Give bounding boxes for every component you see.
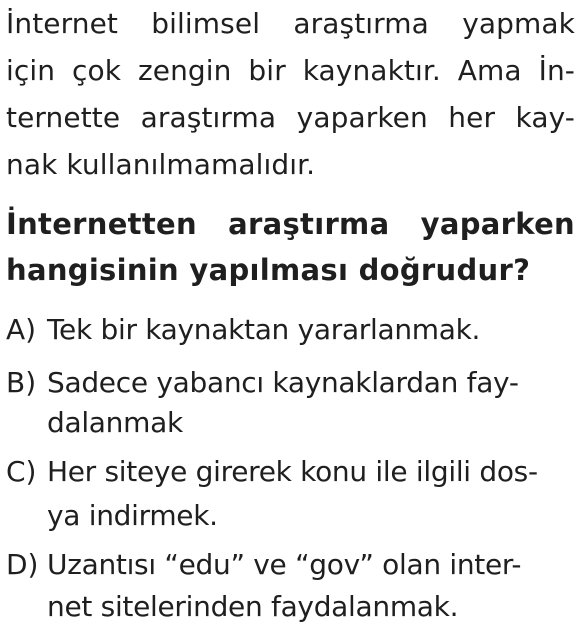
option-letter: B) xyxy=(6,366,37,399)
option-letter: A) xyxy=(6,313,37,346)
option-text: dalanmak xyxy=(47,406,183,439)
passage-line: nak kullanılmamalıdır. xyxy=(6,148,316,181)
option-text: Sadece yabancı kaynaklardan fay- xyxy=(47,366,519,399)
passage-line: İnternet bilimsel araştırma yapmak xyxy=(6,7,575,40)
option-text: ya indirmek. xyxy=(47,499,218,532)
option-text: Her siteye girerek konu ile ilgili dos- xyxy=(47,455,538,488)
question-line: hangisinin yapılması doğrudur? xyxy=(6,253,531,287)
option-letter: D) xyxy=(6,548,39,581)
question-line: İnternetten araştırma yaparken xyxy=(6,207,575,241)
passage-line: ternette araştırma yaparken her kay- xyxy=(6,101,575,134)
option-letter: C) xyxy=(6,455,37,488)
option-text: Uzantısı “edu” ve “gov” olan inter- xyxy=(47,548,522,581)
option-text: Tek bir kaynaktan yararlanmak. xyxy=(47,313,481,346)
passage-line: için çok zengin bir kaynaktır. Ama İn- xyxy=(6,54,575,87)
option-text: net sitelerinden faydalanmak. xyxy=(47,590,459,623)
